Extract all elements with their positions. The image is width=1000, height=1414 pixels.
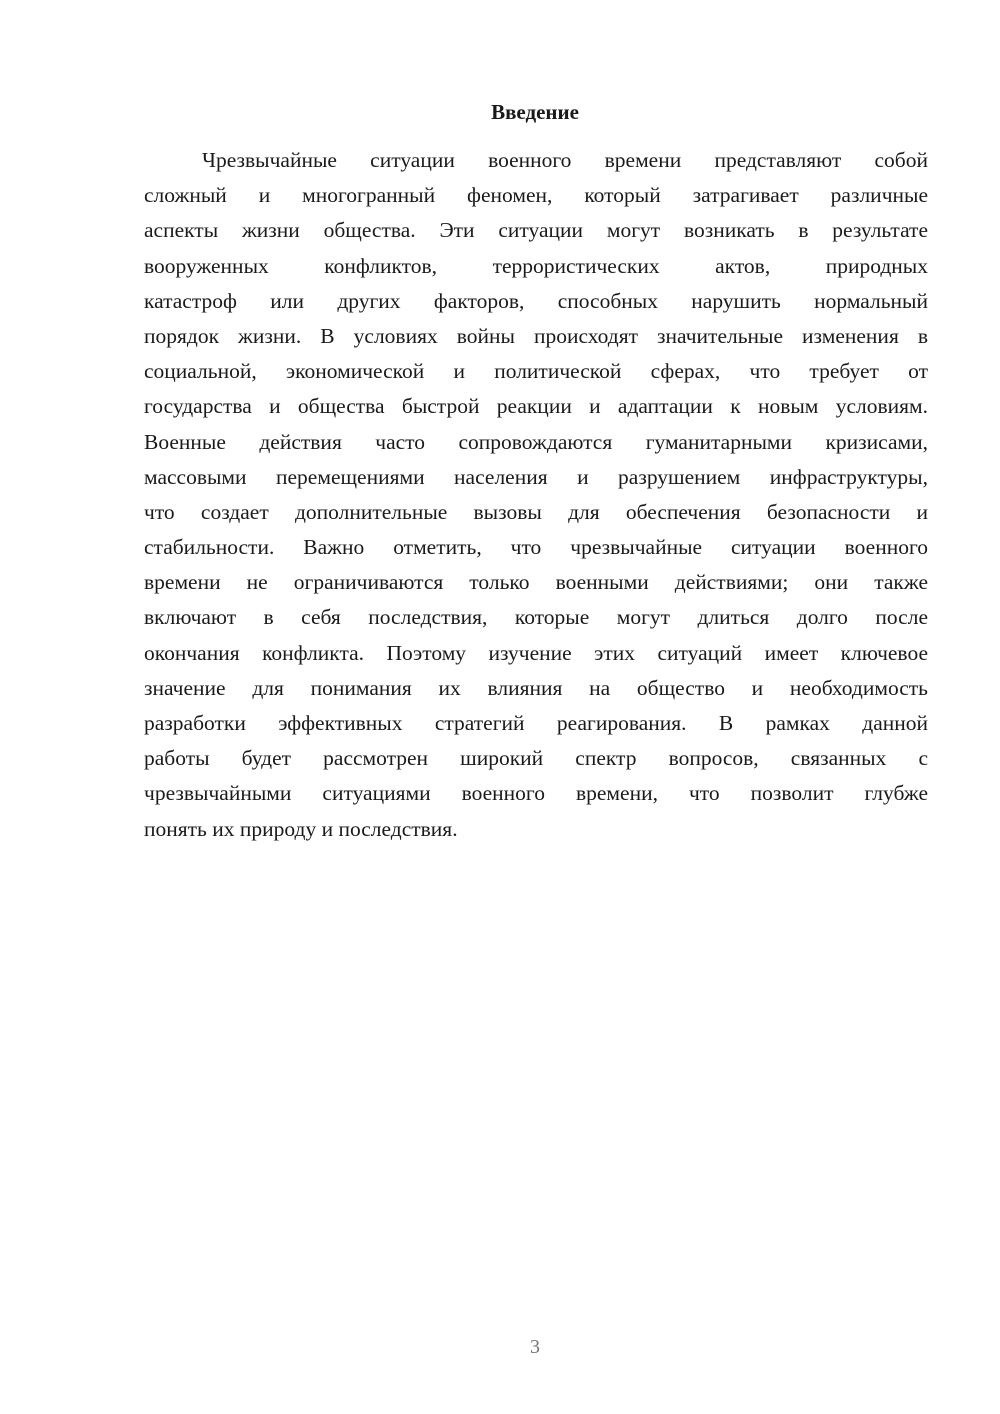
page-number: 3 [530, 1336, 540, 1358]
text-line: окончания конфликта. Поэтому изучение этих ситуаций имеет ключевое [144, 640, 928, 665]
text-line: что создает дополнительные вызовы для обеспечения безопасности и [144, 499, 928, 524]
text-line: государства и общества быстрой реакции и адаптации к новым условиям. [144, 394, 928, 419]
text-line: чрезвычайными ситуациями военного времени, что позволит глубже [144, 781, 928, 806]
text-line: массовыми перемещениями населения и разрушением инфраструктуры, [144, 464, 928, 489]
text-line: аспекты жизни общества. Эти ситуации могут возникать в результате [144, 218, 928, 243]
text-line: стабильности. Важно отметить, что чрезвычайные ситуации военного [144, 535, 928, 560]
text-line: катастроф или других факторов, способных нарушить нормальный [144, 288, 928, 313]
text-line: порядок жизни. В условиях войны происходят значительные изменения в [144, 323, 928, 348]
text-line: сложный и многогранный феномен, который затрагивает различные [144, 183, 928, 208]
text-line: социальной, экономической и политической сферах, что требует от [144, 359, 928, 384]
text-line: работы будет рассмотрен широкий спектр вопросов, связанных с [144, 746, 928, 771]
text-line: Чрезвычайные ситуации военного времени представляют собой [202, 148, 928, 172]
text-line: вооруженных конфликтов, террористических актов, природных [144, 253, 928, 278]
text-line: Военные действия часто сопровождаются гуманитарными кризисами, [144, 429, 928, 454]
text-line: включают в себя последствия, которые могут длиться долго после [144, 605, 928, 630]
section-title: Введение [491, 100, 579, 124]
text-line: разработки эффективных стратегий реагирования. В рамках данной [144, 711, 928, 735]
text-line: понять их природу и последствия. [144, 816, 458, 841]
text-line: времени не ограничиваются только военными действиями; они также [144, 570, 928, 595]
text-line: значение для понимания их влияния на общество и необходимость [144, 675, 928, 700]
body-paragraph [144, 143, 928, 847]
